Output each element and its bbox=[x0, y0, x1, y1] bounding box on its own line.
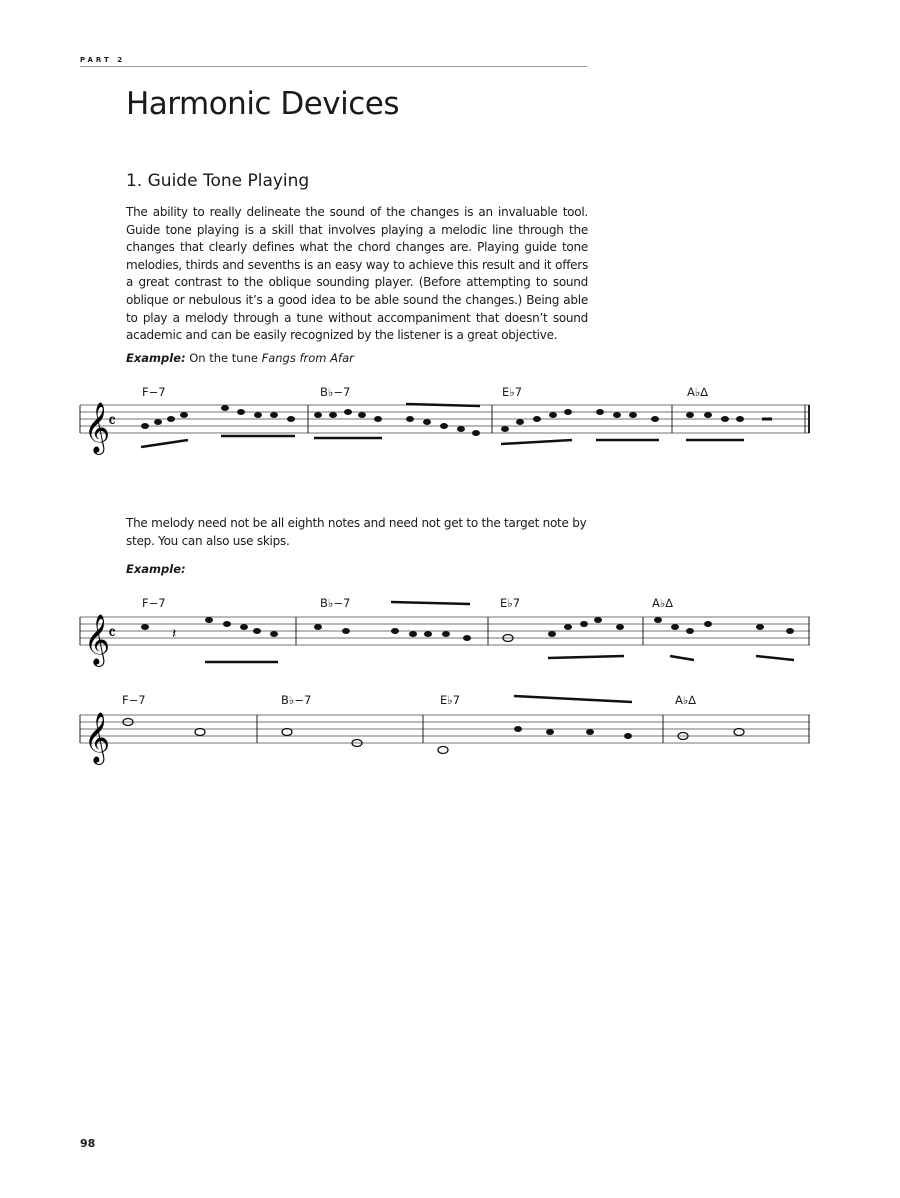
music-staff-1 bbox=[0, 360, 900, 470]
chord-symbol: A♭∆ bbox=[652, 596, 673, 610]
chord-symbol: A♭∆ bbox=[675, 693, 696, 707]
treble-clef-icon: 𝄞 bbox=[84, 712, 111, 763]
quarter-rest-icon: 𝄽 bbox=[172, 626, 177, 642]
chord-symbol: E♭7 bbox=[502, 385, 523, 399]
treble-clef-icon: 𝄞 bbox=[84, 402, 111, 453]
chord-symbol: E♭7 bbox=[500, 596, 521, 610]
chord-symbol: A♭∆ bbox=[687, 385, 708, 399]
example-label-bold: Example: bbox=[126, 562, 186, 576]
chord-symbol: F−7 bbox=[122, 693, 146, 707]
header-rule bbox=[80, 66, 587, 67]
music-staff-3 bbox=[0, 670, 900, 770]
notes bbox=[141, 617, 794, 641]
example-label-text: On the tune bbox=[185, 351, 262, 365]
chord-symbol: B♭−7 bbox=[281, 693, 312, 707]
part-label: PART 2 bbox=[80, 56, 126, 64]
chord-symbol: F−7 bbox=[142, 596, 166, 610]
music-staff-2 bbox=[0, 572, 900, 672]
beam bbox=[514, 696, 632, 702]
page-title: Harmonic Devices bbox=[126, 86, 399, 122]
staff-lines bbox=[80, 715, 810, 743]
treble-clef-icon: 𝄞 bbox=[84, 614, 111, 665]
section-heading: 1. Guide Tone Playing bbox=[126, 171, 310, 191]
notes bbox=[141, 405, 744, 436]
common-time-icon: 𝄴 bbox=[108, 411, 117, 432]
paragraph-guide-tone-intro: The ability to really delineate the sound of the changes is an invaluable tool. Guide tone playing is a skill that involves playing a melodic line through the changes that clearly defines what the chord changes are. Playing guide tone melodies, thirds and sevenths is an easy way to achieve this result and it offers a great contrast to the oblique sounding player. (Before attempting to sound oblique or nebulous it’s a good idea to be able sound the changes.) Being able to play a melody through a tune without accompaniment that doesn’t sound academic and can be easily recognized by the listener is a great objective. bbox=[126, 205, 588, 343]
chord-symbol: F−7 bbox=[142, 385, 166, 399]
page-number: 98 bbox=[80, 1137, 96, 1150]
notes bbox=[514, 726, 632, 739]
common-time-icon: 𝄴 bbox=[108, 623, 117, 644]
chord-symbol: E♭7 bbox=[440, 693, 461, 707]
chord-symbol: B♭−7 bbox=[320, 385, 351, 399]
paragraph-skips: The melody need not be all eighth notes and need not get to the target note by step. You can also use skips. bbox=[126, 516, 587, 548]
tune-title: Fangs from Afar bbox=[261, 351, 354, 365]
chord-symbol: B♭−7 bbox=[320, 596, 351, 610]
beams bbox=[205, 602, 794, 662]
example-label-bold: Example: bbox=[126, 351, 186, 365]
staff-lines bbox=[80, 617, 810, 645]
